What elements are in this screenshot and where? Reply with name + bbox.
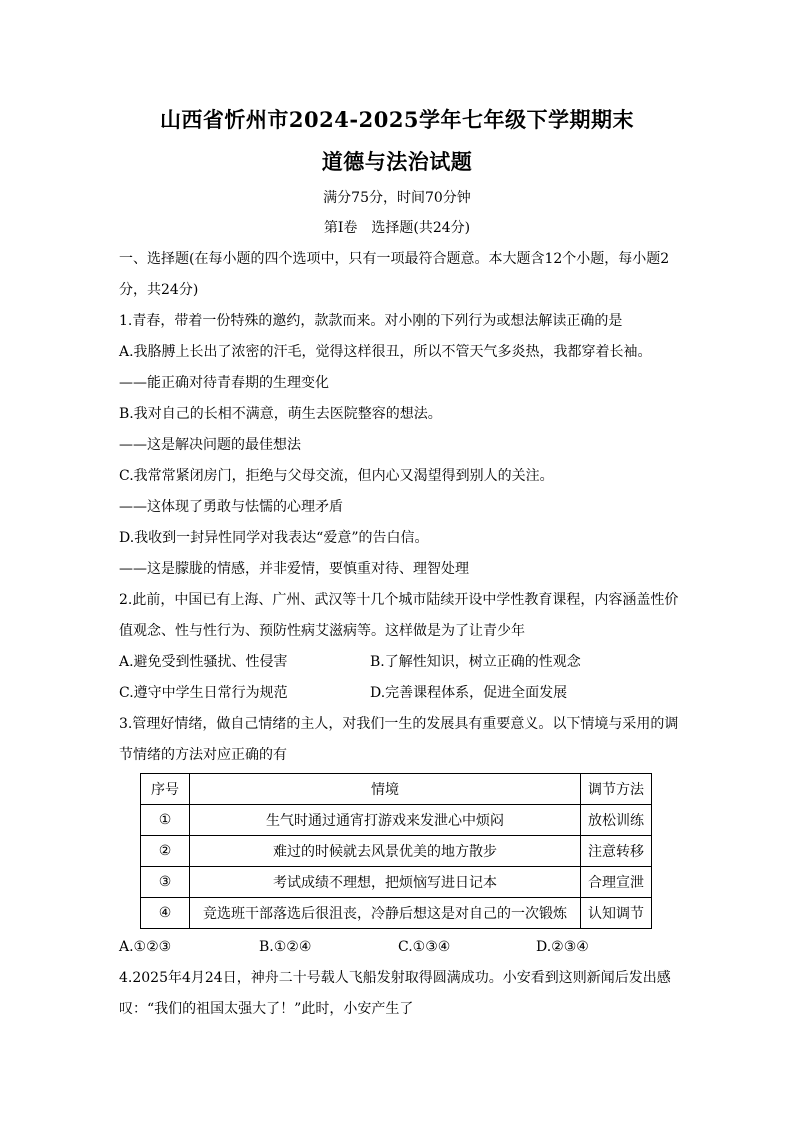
q2-option-c: C.遵守中学生日常行为规范 bbox=[119, 685, 288, 701]
q1-option-c-note: ——这体现了勇敢与怯懦的心理矛盾 bbox=[119, 499, 343, 515]
q4-stem-line-2: 叹：“我们的祖国太强大了！”此时，小安产生了 bbox=[119, 1001, 414, 1017]
q2-option-d: D.完善课程体系，促进全面发展 bbox=[370, 685, 568, 701]
row-situation: 难过的时候就去风景优美的地方散步 bbox=[190, 836, 581, 867]
row-number: ① bbox=[141, 805, 190, 836]
q1-option-a: A.我胳膊上长出了浓密的汗毛，觉得这样很丑，所以不管天气多炎热，我都穿着长袖。 bbox=[119, 344, 652, 360]
table-header-row bbox=[141, 774, 652, 805]
q2-stem-line-1: 2.此前，中国已有上海、广州、武汉等十几个城市陆续开设中学性教育课程，内容涵盖性价 bbox=[119, 592, 679, 608]
q3-option-b: B.①②④ bbox=[259, 939, 312, 955]
instructions-line-2: 分，共24分) bbox=[119, 282, 199, 298]
q3-option-c: C.①③④ bbox=[398, 939, 451, 955]
row-situation: 考试成绩不理想，把烦恼写进日记本 bbox=[190, 867, 581, 898]
table-row bbox=[141, 836, 652, 867]
q1-stem: 1.青春，带着一份特殊的邀约，款款而来。对小刚的下列行为或想法解读正确的是 bbox=[119, 313, 623, 329]
table-row bbox=[141, 898, 652, 929]
instructions-line-1: 一、选择题(在每小题的四个选项中，只有一项最符合题意。本大题含12个小题，每小题2 bbox=[119, 251, 670, 267]
q3-stem-line-2: 节情绪的方法对应正确的有 bbox=[119, 747, 287, 763]
row-method: 注意转移 bbox=[581, 836, 652, 867]
q3-option-a: A.①②③ bbox=[119, 939, 172, 955]
q1-option-b: B.我对自己的长相不满意，萌生去医院整容的想法。 bbox=[119, 406, 442, 422]
q2-stem-line-2: 值观念、性与性行为、预防性病艾滋病等。这样做是为了让青少年 bbox=[119, 623, 525, 639]
row-situation: 竞选班干部落选后很沮丧，冷静后想这是对自己的一次锻炼 bbox=[190, 898, 581, 929]
row-method: 认知调节 bbox=[581, 898, 652, 929]
q2-option-a: A.避免受到性骚扰、性侵害 bbox=[119, 654, 288, 670]
q4-stem-line-1: 4.2025年4月24日，神舟二十号载人飞船发射取得圆满成功。小安看到这则新闻后发出感 bbox=[119, 970, 671, 986]
q3-option-d: D.②③④ bbox=[536, 939, 589, 955]
q2-option-b: B.了解性知识，树立正确的性观念 bbox=[370, 654, 581, 670]
emotion-regulation-table bbox=[140, 773, 652, 929]
row-situation: 生气时通过通宵打游戏来发泄心中烦闷 bbox=[190, 805, 581, 836]
q1-option-a-note: ——能正确对待青春期的生理变化 bbox=[119, 375, 329, 391]
exam-subject-title: 道德与法治试题 bbox=[321, 149, 473, 174]
row-number: ② bbox=[141, 836, 190, 867]
table-row bbox=[141, 805, 652, 836]
q1-option-c: C.我常常紧闭房门，拒绝与父母交流，但内心又渴望得到别人的关注。 bbox=[119, 468, 554, 484]
section-header: 第Ⅰ卷 选择题(共24分) bbox=[323, 220, 471, 236]
row-number: ④ bbox=[141, 898, 190, 929]
row-method: 合理宣泄 bbox=[581, 867, 652, 898]
exam-title: 山西省忻州市2024-2025学年七年级下学期期末 bbox=[159, 107, 635, 132]
score-time: 满分75分，时间70分钟 bbox=[323, 190, 471, 206]
q1-option-d-note: ——这是朦胧的情感，并非爱情，要慎重对待、理智处理 bbox=[119, 561, 469, 577]
row-number: ③ bbox=[141, 867, 190, 898]
q1-option-d: D.我收到一封异性同学对我表达“爱意”的告白信。 bbox=[119, 530, 429, 546]
header-method: 调节方法 bbox=[581, 774, 652, 805]
header-number: 序号 bbox=[141, 774, 190, 805]
q3-stem-line-1: 3.管理好情绪，做自己情绪的主人，对我们一生的发展具有重要意义。以下情境与采用的调 bbox=[119, 716, 679, 732]
table-row bbox=[141, 867, 652, 898]
q1-option-b-note: ——这是解决问题的最佳想法 bbox=[119, 437, 301, 453]
header-situation: 情境 bbox=[190, 774, 581, 805]
row-method: 放松训练 bbox=[581, 805, 652, 836]
